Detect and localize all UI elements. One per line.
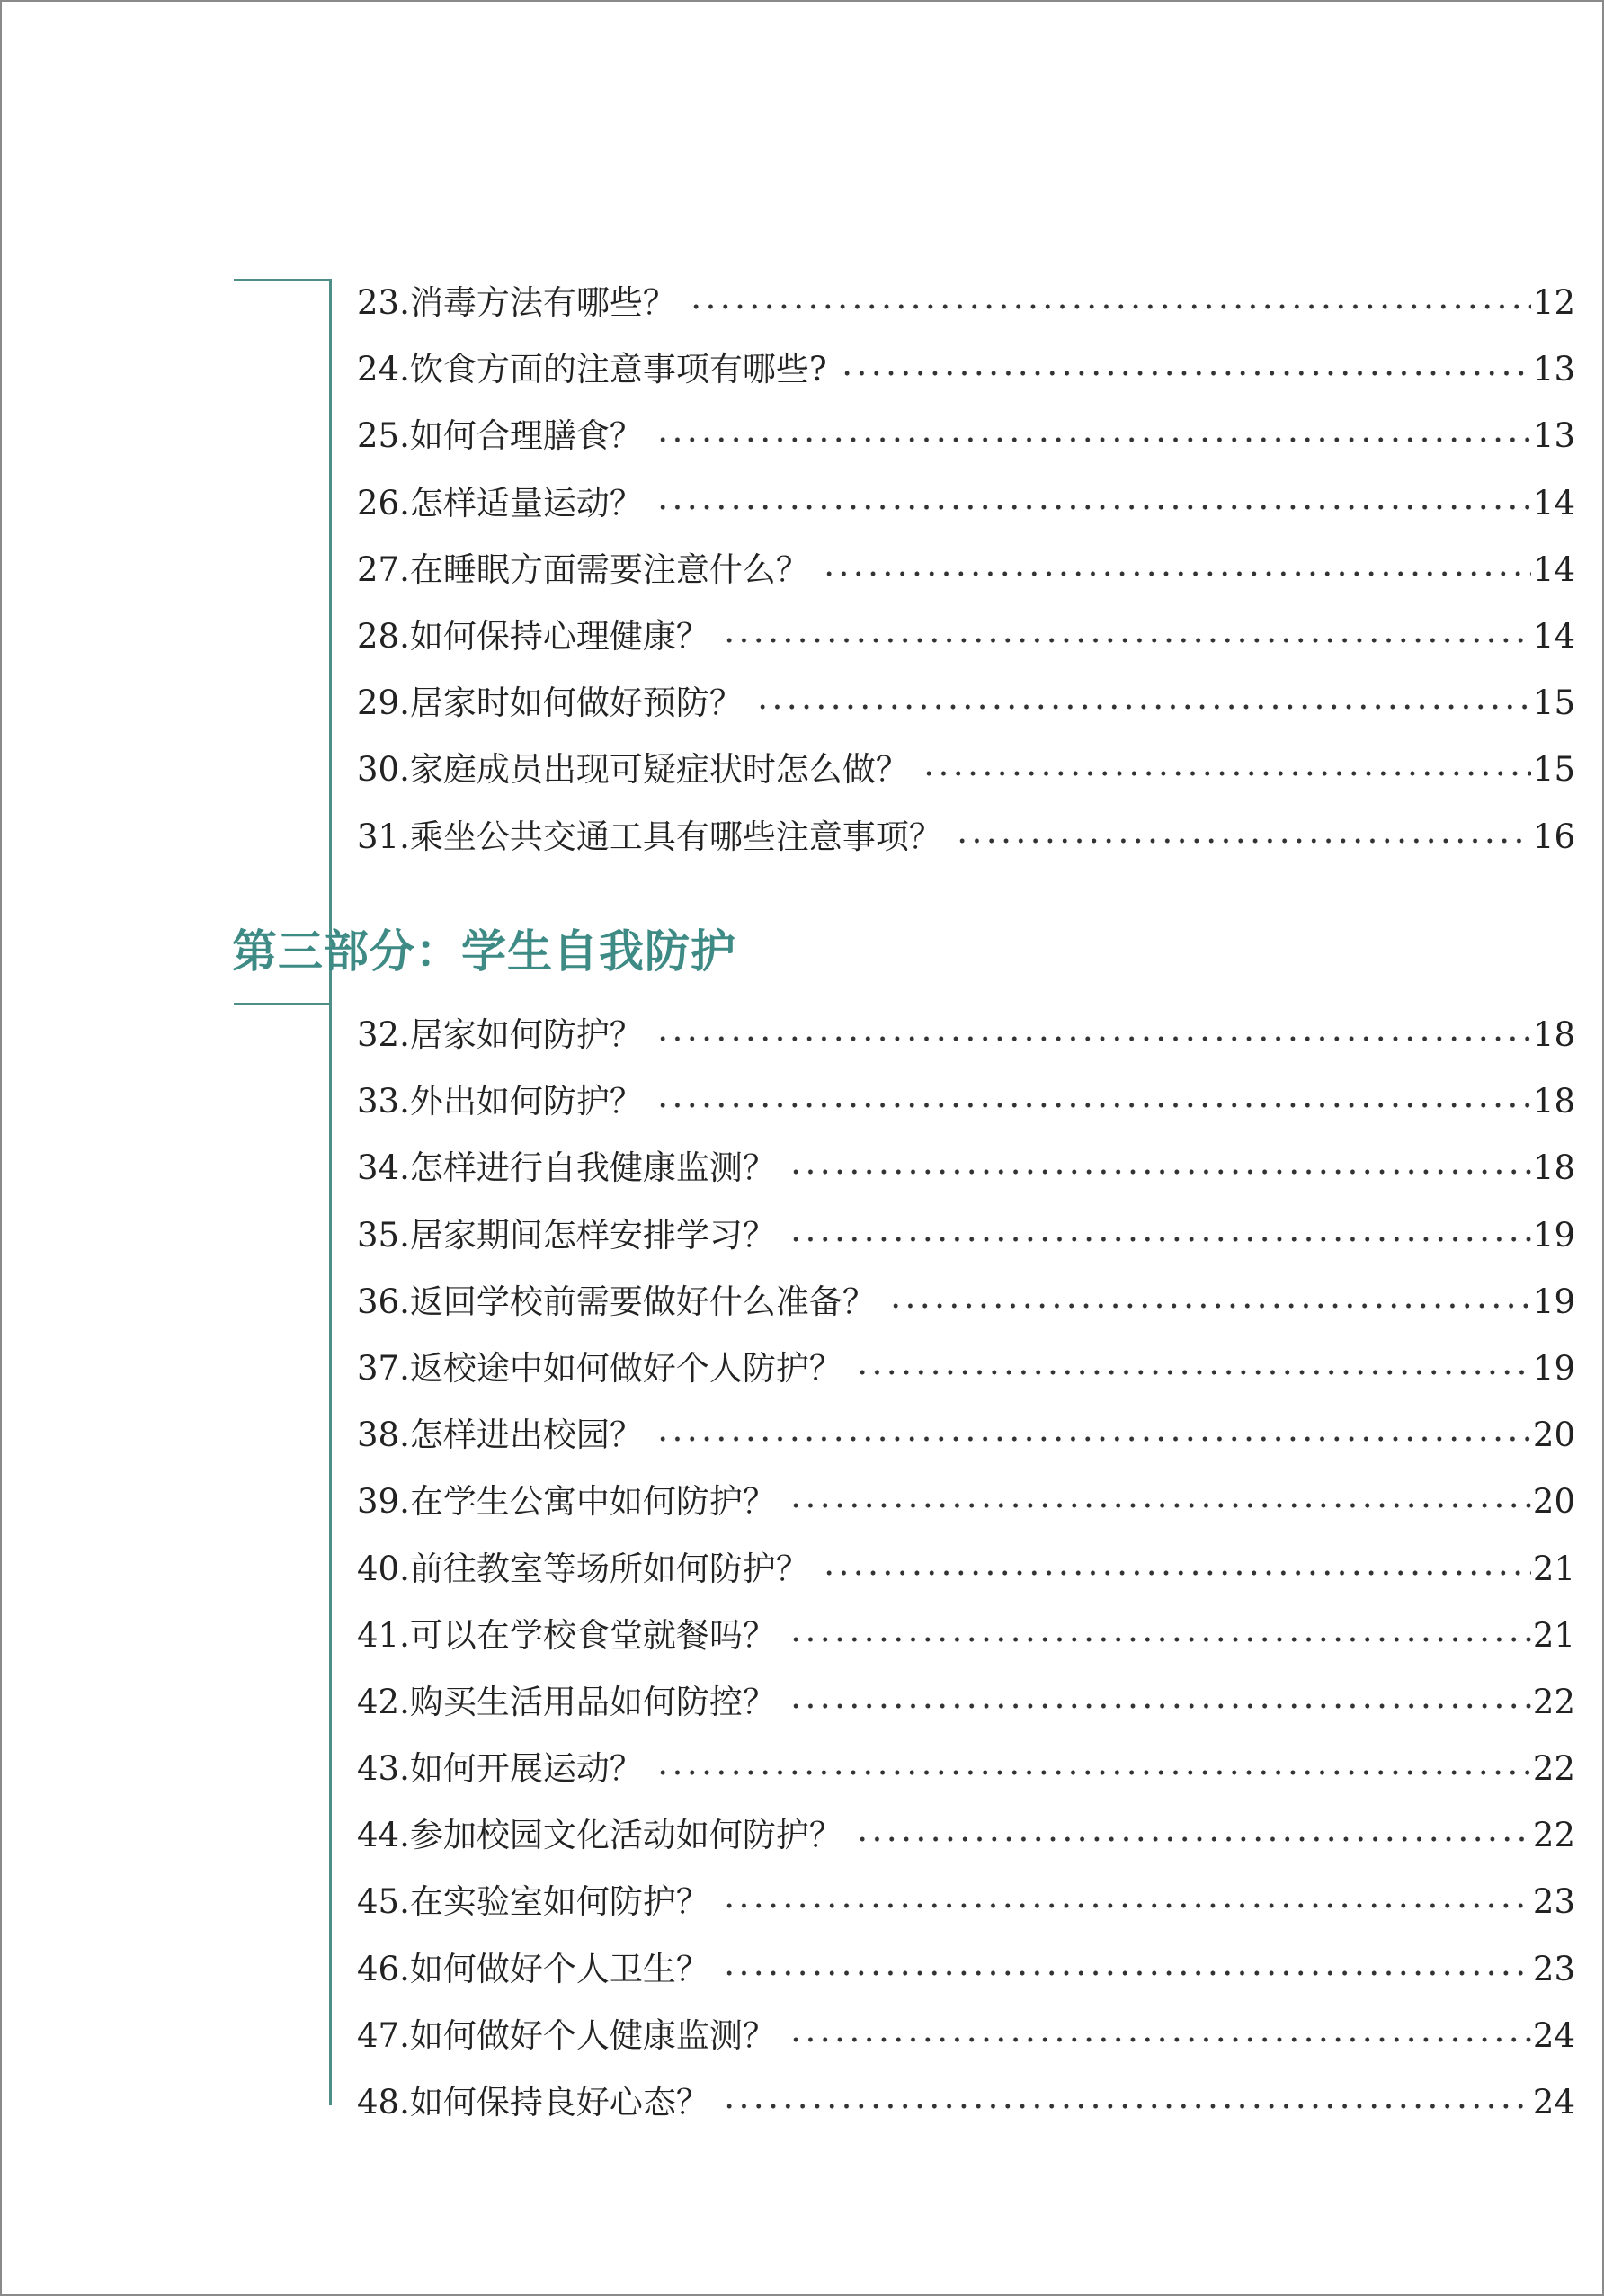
toc-entry-page: 23: [1532, 1949, 1575, 1988]
toc-entry-title: 34.怎样进行自我健康监测？: [357, 1148, 776, 1188]
dot-leader: [722, 1970, 1531, 1976]
toc-entry-title: 39.在学生公寓中如何防护？: [357, 1482, 776, 1522]
toc-entry-page: 15: [1532, 683, 1575, 723]
toc-entry-page: 24: [1532, 2083, 1575, 2122]
toc-entry-title: 40.前往教室等场所如何防护？: [357, 1549, 809, 1588]
toc-entry-title: 44.参加校园文化活动如何防护？: [357, 1816, 842, 1855]
toc-entry[interactable]: [357, 603, 1575, 670]
dot-leader: [840, 371, 1531, 376]
toc-entry-title: 38.怎样进出校园？: [357, 1416, 643, 1455]
toc-entry-page: 13: [1532, 416, 1575, 456]
toc-entry[interactable]: [357, 737, 1575, 803]
dot-leader: [655, 1036, 1531, 1041]
dot-leader: [655, 505, 1531, 510]
toc-entry-title: 42.购买生活用品如何防控？: [357, 1682, 776, 1721]
toc-entry-page: 15: [1532, 750, 1575, 790]
dot-leader: [655, 1770, 1531, 1775]
toc-entry-title: 23.消毒方法有哪些？: [357, 283, 676, 322]
toc-entry[interactable]: [357, 336, 1575, 403]
toc-entry[interactable]: [357, 470, 1575, 537]
toc-entry[interactable]: [357, 670, 1575, 737]
toc-entry-page: 22: [1532, 1682, 1575, 1721]
dot-leader: [789, 1237, 1531, 1242]
toc-entry[interactable]: [357, 1336, 1575, 1402]
toc-entry-page: 14: [1532, 483, 1575, 523]
toc-entry-title: 46.如何做好个人卫生？: [357, 1949, 709, 1988]
toc-entry-page: 12: [1532, 283, 1575, 322]
toc-entry-title: 36.返回学校前需要做好什么准备？: [357, 1282, 876, 1321]
section-bracket: [234, 279, 332, 1111]
toc-entry-title: 32.居家如何防护？: [357, 1015, 643, 1054]
toc-entry[interactable]: [357, 1002, 1575, 1068]
toc-entry[interactable]: [357, 1869, 1575, 1935]
toc-entry[interactable]: [357, 1068, 1575, 1135]
toc-entry[interactable]: [357, 1402, 1575, 1469]
dot-leader: [789, 1503, 1531, 1508]
dot-leader: [722, 1903, 1531, 1908]
dot-leader: [922, 771, 1531, 776]
toc-entry-page: 22: [1532, 1749, 1575, 1789]
dot-leader: [855, 1836, 1531, 1842]
dot-leader: [689, 304, 1531, 309]
toc-entry-title: 30.家庭成员出现可疑症状时怎么做？: [357, 750, 909, 790]
section-heading: 第三部分：学生自我防护: [232, 925, 736, 978]
dot-leader: [722, 2104, 1531, 2109]
toc-entry[interactable]: [357, 1536, 1575, 1603]
toc-entry[interactable]: [357, 1936, 1575, 2003]
toc-entry[interactable]: [357, 1736, 1575, 1802]
dot-leader: [789, 1169, 1531, 1175]
dot-leader: [755, 704, 1531, 710]
toc-entry-page: 20: [1532, 1482, 1575, 1522]
toc-entry-title: 24.饮食方面的注意事项有哪些?: [357, 350, 827, 389]
toc-entry[interactable]: [357, 2003, 1575, 2069]
toc-entry-title: 48.如何保持良好心态？: [357, 2083, 709, 2122]
toc-entry[interactable]: [357, 270, 1575, 336]
toc-entry-page: 13: [1532, 350, 1575, 389]
toc-entry[interactable]: [357, 804, 1575, 871]
toc-entry-page: 23: [1532, 1882, 1575, 1922]
toc-entry-title: 47.如何做好个人健康监测？: [357, 2015, 776, 2055]
toc-entry-page: 18: [1532, 1015, 1575, 1054]
toc-entry-page: 22: [1532, 1816, 1575, 1855]
toc-entry[interactable]: [357, 1469, 1575, 1535]
toc-entry[interactable]: [357, 403, 1575, 469]
toc-entry-page: 18: [1532, 1148, 1575, 1188]
toc-entry-page: 21: [1532, 1549, 1575, 1588]
toc-list-previous-section: [357, 270, 1575, 871]
toc-entry-page: 20: [1532, 1416, 1575, 1455]
toc-entry-page: 14: [1532, 549, 1575, 589]
toc-entry-page: 16: [1532, 817, 1575, 856]
toc-entry-title: 27.在睡眠方面需要注意什么？: [357, 549, 809, 589]
toc-entry-title: 26.怎样适量运动？: [357, 483, 643, 523]
toc-entry[interactable]: [357, 537, 1575, 603]
toc-entry-title: 35.居家期间怎样安排学习？: [357, 1215, 776, 1255]
toc-entry-title: 29.居家时如何做好预防？: [357, 683, 743, 723]
toc-entry[interactable]: [357, 1202, 1575, 1269]
section-bracket: [234, 1003, 332, 2105]
dot-leader: [655, 1103, 1531, 1108]
dot-leader: [722, 638, 1531, 643]
toc-entry-title: 37.返校途中如何做好个人防护？: [357, 1348, 842, 1388]
toc-entry-page: 14: [1532, 616, 1575, 656]
toc-entry-page: 19: [1532, 1348, 1575, 1388]
toc-entry-title: 43.如何开展运动？: [357, 1749, 643, 1789]
toc-entry[interactable]: [357, 2069, 1575, 2136]
dot-leader: [822, 1570, 1531, 1576]
toc-entry-page: 18: [1532, 1082, 1575, 1121]
toc-entry-title: 45.在实验室如何防护？: [357, 1882, 709, 1922]
toc-entry-page: 21: [1532, 1615, 1575, 1655]
toc-entry[interactable]: [357, 1802, 1575, 1869]
toc-entry-title: 33.外出如何防护？: [357, 1082, 643, 1121]
dot-leader: [888, 1303, 1531, 1309]
toc-entry[interactable]: [357, 1269, 1575, 1336]
toc-entry[interactable]: [357, 1603, 1575, 1669]
toc-entry-page: 24: [1532, 2015, 1575, 2055]
toc-list-section-3: [357, 1002, 1575, 2136]
toc-entry-title: 41.可以在学校食堂就餐吗？: [357, 1615, 776, 1655]
dot-leader: [822, 571, 1531, 576]
toc-entry-title: 31.乘坐公共交通工具有哪些注意事项？: [357, 817, 942, 856]
toc-entry-page: 19: [1532, 1282, 1575, 1321]
dot-leader: [789, 1703, 1531, 1709]
toc-entry-title: 28.如何保持心理健康？: [357, 616, 709, 656]
dot-leader: [955, 838, 1531, 844]
toc-entry-title: 25.如何合理膳食？: [357, 416, 643, 456]
dot-leader: [789, 2037, 1531, 2042]
toc-entry[interactable]: [357, 1135, 1575, 1202]
toc-entry-page: 19: [1532, 1215, 1575, 1255]
dot-leader: [855, 1370, 1531, 1375]
dot-leader: [789, 1637, 1531, 1642]
dot-leader: [655, 1436, 1531, 1442]
toc-entry[interactable]: [357, 1669, 1575, 1736]
dot-leader: [655, 437, 1531, 442]
